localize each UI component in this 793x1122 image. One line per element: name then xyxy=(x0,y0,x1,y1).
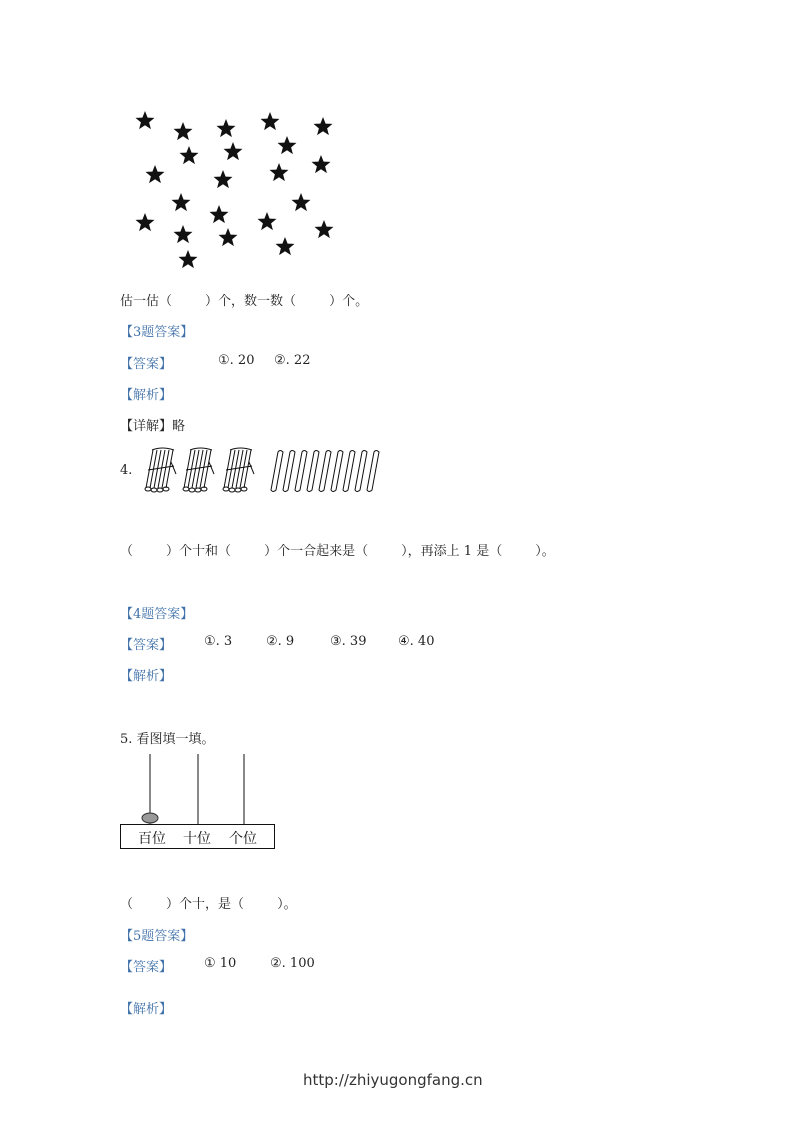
q3-answer-heading: 【3题答案】 xyxy=(120,325,194,340)
q3-answer-1: ①. 20 xyxy=(218,353,255,368)
q5-title: 5. 看图填一填。 xyxy=(120,732,215,747)
q5-answer-1: ① 10 xyxy=(204,956,237,971)
q5-answer-heading: 【5题答案】 xyxy=(120,929,194,944)
q4-analysis-label: 【解析】 xyxy=(120,669,173,684)
bundle-of-ten-3 xyxy=(223,448,254,492)
place-label-hundreds: 百位 xyxy=(138,831,166,847)
single-sticks xyxy=(271,451,379,492)
q5-prompt: （ ）个十，是（ ）。 xyxy=(120,897,297,912)
q3-analysis-label: 【解析】 xyxy=(120,388,173,403)
q4-answer-4: ④. 40 xyxy=(398,634,435,649)
q4-answer-2: ②. 9 xyxy=(266,634,295,649)
q5-analysis-label: 【解析】 xyxy=(120,1002,173,1017)
bundle-of-ten-1 xyxy=(145,448,176,492)
footer-url: http://zhiyugongfang.cn xyxy=(303,1071,483,1089)
q4-number: 4. xyxy=(120,463,133,478)
q4-prompt: （ ）个十和（ ）个一合起来是（ ），再添上 1 是（ ）。 xyxy=(120,544,555,559)
q4-answer-label: 【答案】 xyxy=(120,638,173,653)
place-label-ones: 个位 xyxy=(229,831,257,847)
q4-answer-1: ①. 3 xyxy=(204,634,233,649)
star-group xyxy=(136,111,334,268)
q4-answer-3: ③. 39 xyxy=(330,634,367,649)
q4-answer-heading: 【4题答案】 xyxy=(120,607,194,622)
q3-prompt: 估一估（ ）个，数一数（ ）个。 xyxy=(120,294,369,309)
q3-answer-2: ②. 22 xyxy=(274,353,311,368)
hundreds-bead xyxy=(142,813,158,823)
bundle-of-ten-2 xyxy=(183,448,214,492)
q3-detail: 【详解】略 xyxy=(120,419,186,434)
q3-answer-label: 【答案】 xyxy=(120,357,173,372)
sticks-picture xyxy=(138,444,388,496)
place-label-tens: 十位 xyxy=(183,831,211,847)
q5-answer-2: ②. 100 xyxy=(270,956,315,971)
stars-picture xyxy=(125,105,355,275)
q5-answer-label: 【答案】 xyxy=(120,960,173,975)
